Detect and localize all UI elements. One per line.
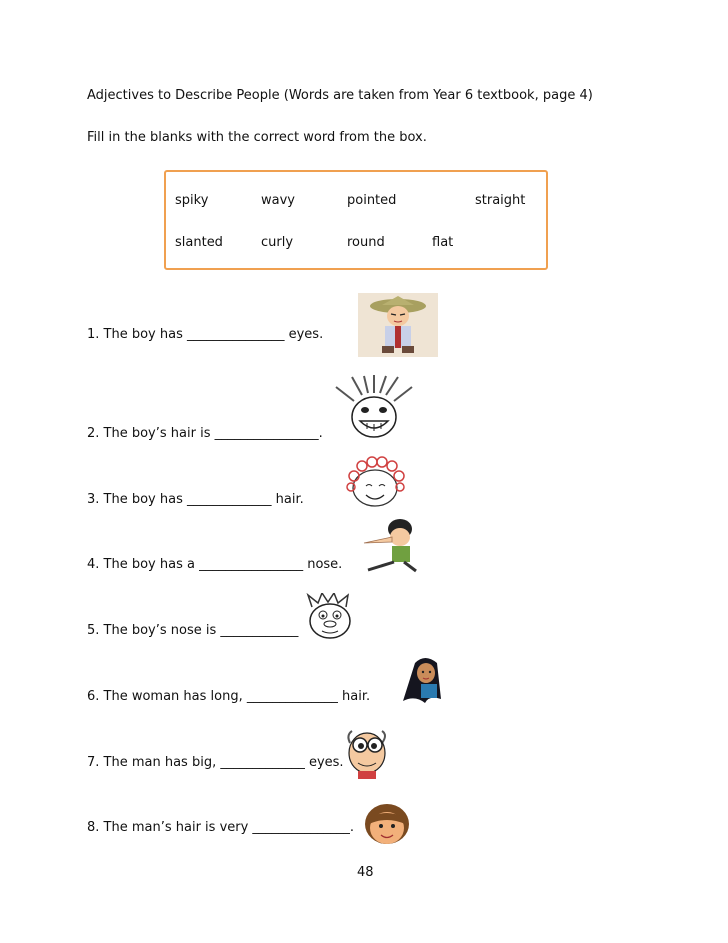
word-straight: straight xyxy=(475,193,526,208)
worksheet-title: Adjectives to Describe People (Words are taken from Year 6 textbook, page 4) xyxy=(87,88,593,103)
question-1: 1. The boy has _______________ eyes. xyxy=(87,327,324,342)
instruction-text: Fill in the blanks with the correct word from the box. xyxy=(87,130,427,145)
question-5: 5. The boy’s nose is ____________ xyxy=(87,623,299,638)
word-slanted: slanted xyxy=(175,235,223,250)
boy-curly-hair-illustration xyxy=(338,456,412,508)
question-8: 8. The man’s hair is very _______________. xyxy=(87,820,355,835)
word-curly: curly xyxy=(261,235,294,250)
question-2: 2. The boy’s hair is ________________. xyxy=(87,426,323,441)
man-straight-hair-illustration xyxy=(359,800,415,846)
woman-straight-hair-illustration xyxy=(395,653,455,707)
word-spiky: spiky xyxy=(175,193,209,208)
man-round-eyes-illustration xyxy=(340,725,394,779)
word-flat: flat xyxy=(432,235,454,250)
word-box xyxy=(164,170,548,270)
word-round: round xyxy=(347,235,385,250)
question-7: 7. The man has big, _____________ eyes. xyxy=(87,755,344,770)
word-wavy: wavy xyxy=(261,193,295,208)
boy-pointed-nose-illustration xyxy=(342,515,422,573)
question-4: 4. The boy has a ________________ nose. xyxy=(87,557,343,572)
question-3: 3. The boy has _____________ hair. xyxy=(87,492,304,507)
page-number: 48 xyxy=(357,865,374,880)
boy-slanted-eyes-illustration xyxy=(358,293,438,357)
boy-spiky-hair-illustration xyxy=(332,373,416,441)
question-6: 6. The woman has long, ______________ hair. xyxy=(87,689,371,704)
boy-flat-nose-illustration xyxy=(300,593,360,643)
word-pointed: pointed xyxy=(347,193,397,208)
